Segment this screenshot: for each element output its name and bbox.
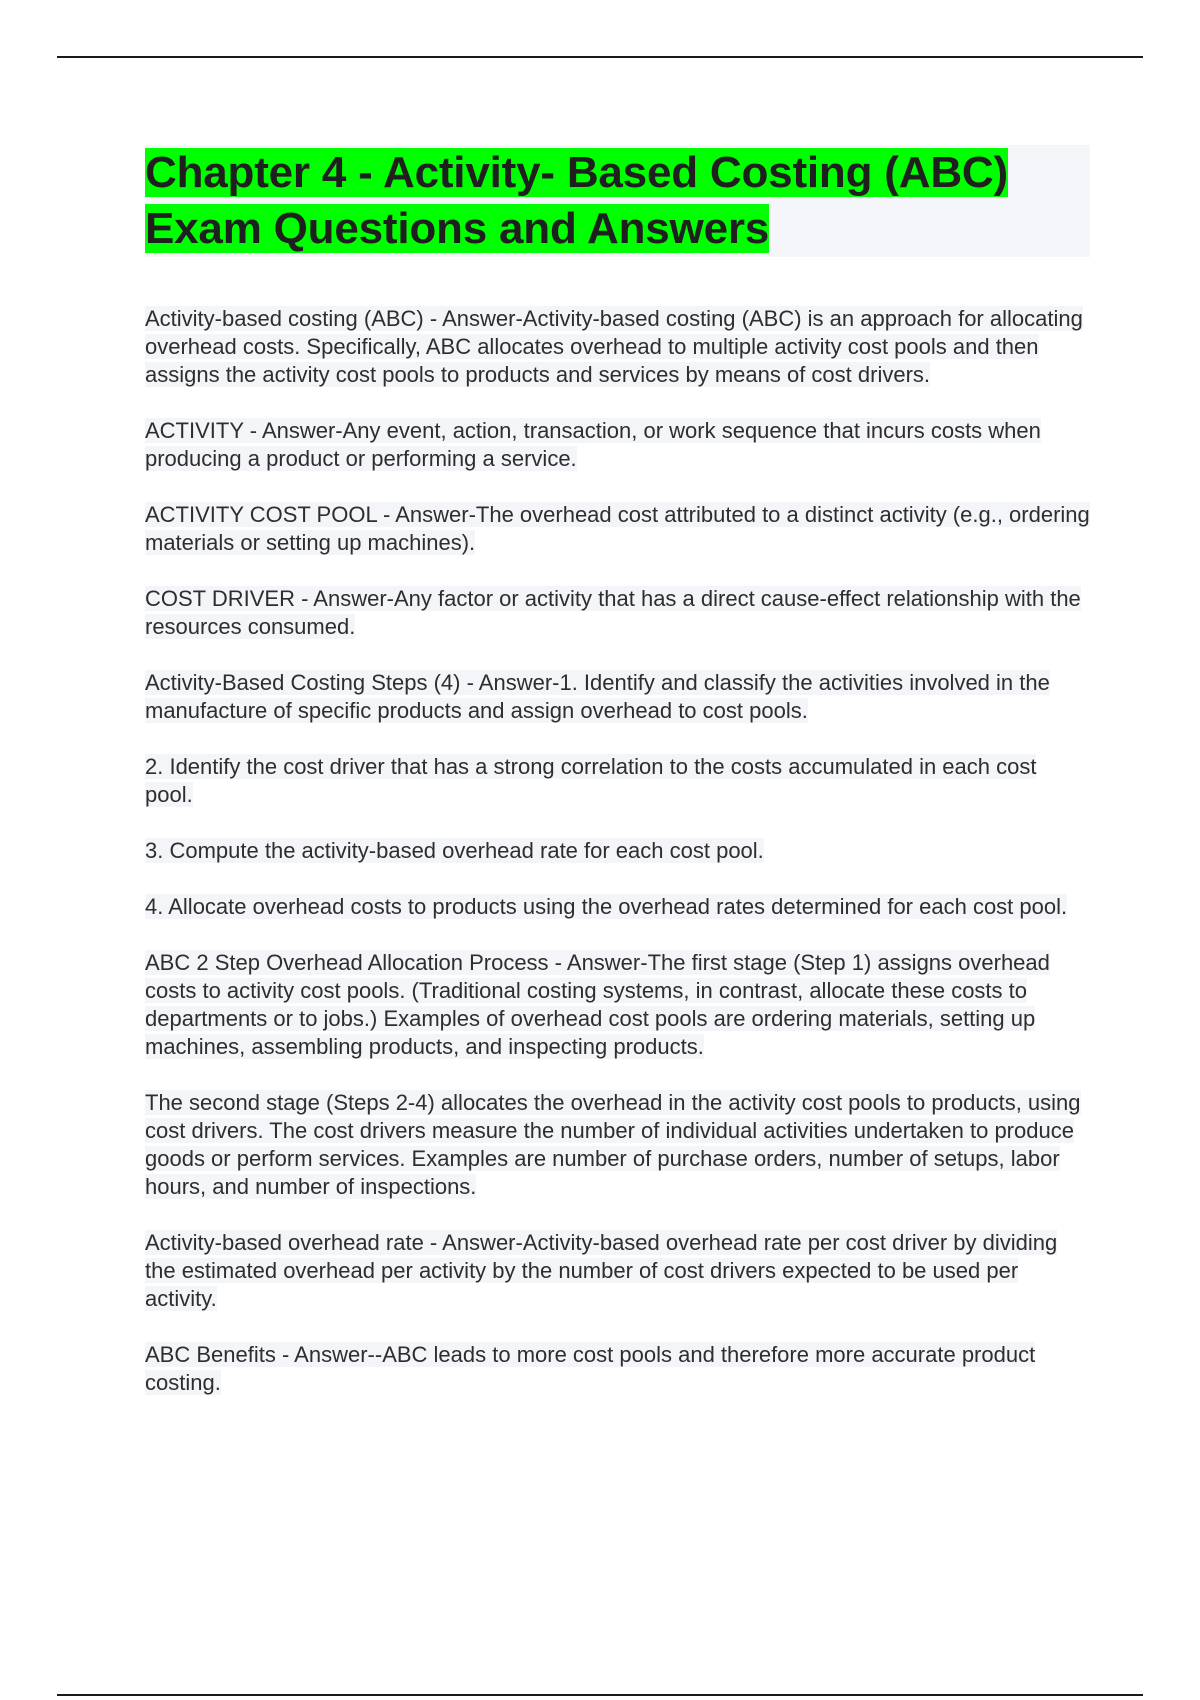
paragraph-step-2: 2. Identify the cost driver that has a strong correlation to the costs accumulated in each cost pool. [145,754,1037,807]
paragraph-abc-benefits: ABC Benefits - Answer--ABC leads to more cost pools and therefore more accurate product costing. [145,1342,1036,1395]
paragraph-step-3: 3. Compute the activity-based overhead rate for each cost pool. [145,838,764,863]
paragraph-activity-cost-pool: ACTIVITY COST POOL - Answer-The overhead cost attributed to a distinct activity (e.g., ordering materials or setting up machines). [145,502,1090,555]
document-title [145,145,1090,257]
paragraph-abc-definition: Activity-based costing (ABC) - Answer-Activity-based costing (ABC) is an approach for allocating overhead costs. Specifically, ABC allocates overhead to multiple activity cost pools and then assigns the activity cost pools to products and services by means of cost drivers. [145,306,1083,387]
bottom-rule [57,1694,1143,1696]
paragraph-cost-driver: COST DRIVER - Answer-Any factor or activity that has a direct cause-effect relationship with the resources consumed. [145,586,1081,639]
paragraph-abc-steps: Activity-Based Costing Steps (4) - Answer-1. Identify and classify the activities involved in the manufacture of specific products and assign overhead to cost pools. [145,670,1050,723]
title-highlight: Chapter 4 - Activity- Based Costing (ABC) Exam Questions and Answers [145,148,1008,253]
title-block [145,145,1090,257]
top-rule [57,56,1143,58]
paragraph-activity: ACTIVITY - Answer-Any event, action, transaction, or work sequence that incurs costs when producing a product or performing a service. [145,418,1041,471]
document-body [145,145,1090,1425]
paragraph-second-stage: The second stage (Steps 2-4) allocates the overhead in the activity cost pools to products, using cost drivers. The cost drivers measure the number of individual activities undertaken to produce goods or perform services. Examples are number of purchase orders, number of setups, labor hours, and number of inspections. [145,1090,1081,1199]
paragraph-two-step-process: ABC 2 Step Overhead Allocation Process - Answer-The first stage (Step 1) assigns overhead costs to activity cost pools. (Traditional costing systems, in contrast, allocate these costs to departments or to jobs.) Examples of overhead cost pools are ordering materials, setting up machines, assembling products, and inspecting products. [145,950,1050,1059]
paragraph-step-4: 4. Allocate overhead costs to products using the overhead rates determined for each cost pool. [145,894,1068,919]
paragraph-overhead-rate: Activity-based overhead rate - Answer-Activity-based overhead rate per cost driver by dividing the estimated overhead per activity by the number of cost drivers expected to be used per activity. [145,1230,1058,1311]
